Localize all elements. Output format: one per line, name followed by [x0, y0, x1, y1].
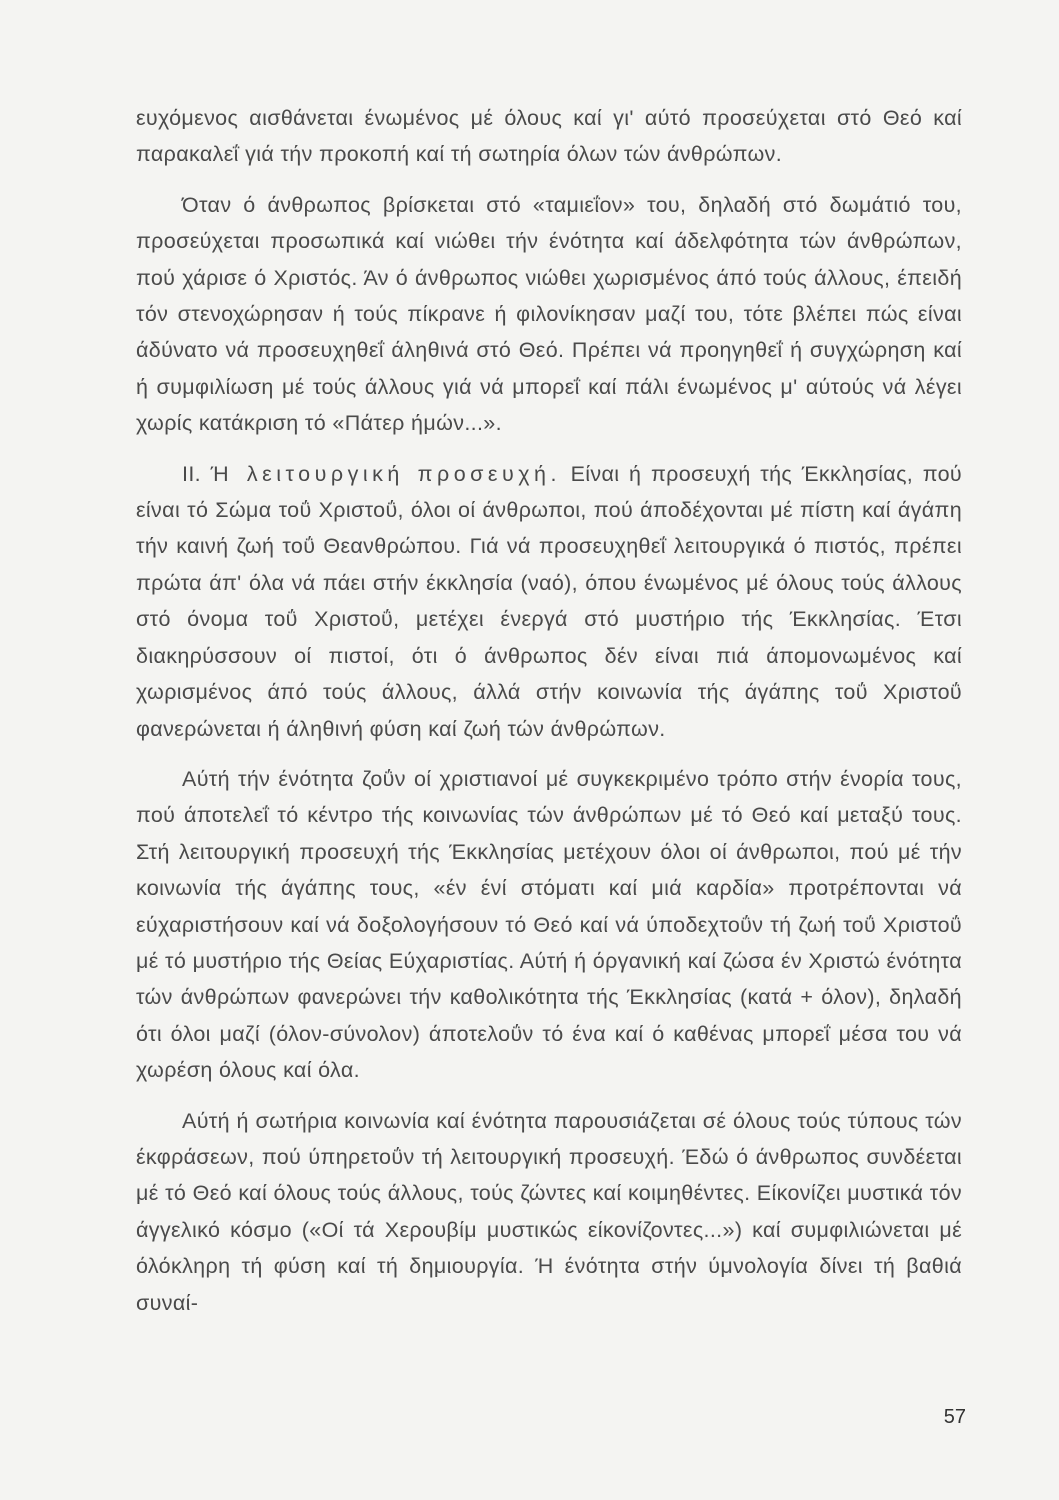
paragraph-5: Αύτή ή σωτήρια κοινωνία καί ένότητα παρουσιάζεται σέ όλους τούς τύπους τών έκφράσεων, πού ύπηρετοΰν τή λειτουργική προσευχή. Έδώ ό άνθρωπος συνδέεται μέ τό Θεό καί όλους τούς άλλους, τούς ζώντες καί κοιμηθέντες. Είκονίζει μυστικά τόν άγγελικό κόσμο («Οί τά Χερουβίμ μυστικώς είκονίζοντες...») καί συμφιλιώνεται μέ όλόκληρη τή φύση καί τή δημιουργία. Ή ένότητα στήν ύμνολογία δίνει τή βαθιά συναί-	[136, 1108, 962, 1315]
page-number: 57	[943, 1406, 966, 1428]
section-heading: Ή λειτουργική προσευχή.	[210, 461, 561, 486]
paragraph-3	[136, 456, 962, 747]
paragraph-1: ευχόμενος αισθάνεται ένωμένος μέ όλους καί γι' αύτό προσεύχεται στό Θεό καί παρακαλεΐ γιά τήν προκοπή καί τή σωτηρία όλων τών άνθρώπων.	[136, 106, 962, 167]
section-number: II.	[182, 461, 201, 486]
paragraph-2: Όταν ό άνθρωπος βρίσκεται στό «ταμιεΐον» του, δηλαδή στό δωμάτιό του, προσεύχεται προσωπικά καί νιώθει τήν ένότητα καί άδελφότητα τών άνθρώπων, πού χάρισε ό Χριστός. Άν ό άνθρωπος νιώθει χωρισμένος άπό τούς άλλους, έπειδή τόν στενοχώρησαν ή τούς πίκρανε ή φιλονίκησαν μαζί του, τότε βλέπει πώς είναι άδύνατο νά προσευχηθεΐ άληθινά στό Θεό. Πρέπει νά προηγηθεΐ ή συγχώρηση καί ή συμφιλίωση μέ τούς άλλους γιά νά μπορεΐ καί πάλι ένωμένος μ' αύτούς νά λέγει χωρίς κατάκριση τό «Πάτερ ήμών...».	[136, 192, 962, 436]
document-page	[136, 100, 962, 1335]
paragraph-3-body: Είναι ή προσευχή τής Έκκλησίας, πού είναι τό Σώμα τοΰ Χριστοΰ, όλοι οί άνθρωποι, πού άποδέχονται μέ πίστη καί άγάπη τήν καινή ζωή τοΰ Θεανθρώπου. Γιά νά προσευχηθεΐ λειτουργικά ό πιστός, πρέπει πρώτα άπ' όλα νά πάει στήν έκκλησία (ναό), όπου ένωμένος μέ όλους τούς άλλους στό όνομα τοΰ Χριστοΰ, μετέχει ένεργά στό μυστήριο τής Έκκλησίας. Έτσι διακηρύσσουν οί πιστοί, ότι ό άνθρωπος δέν είναι πιά άπομονωμένος καί χωρισμένος άπό τούς άλλους, άλλά στήν κοινωνία τής άγάπης τοΰ Χριστοΰ φανερώνεται ή άληθινή φύση καί ζωή τών άνθρώπων.	[136, 461, 963, 741]
paragraph-4: Αύτή τήν ένότητα ζοΰν οί χριστιανοί μέ συγκεκριμένο τρόπο στήν ένορία τους, πού άποτελεΐ τό κέντρο τής κοινωνίας τών άνθρώπων μέ τό Θεό καί μεταξύ τους. Στή λειτουργική προσευχή τής Έκκλησίας μετέχουν όλοι οί άνθρωποι, πού μέ τήν κοινωνία τής άγάπης τους, «έν ένί στόματι καί μιά καρδία» προτρέπονται νά εύχαριστήσουν καί νά δοξολογήσουν τό Θεό καί νά ύποδεχτοΰν τή ζωή τοΰ Χριστοΰ μέ τό μυστήριο τής Θείας Εύχαριστίας. Αύτή ή όργανική καί ζώσα έν Χριστώ ένότητα τών άνθρώπων φανερώνει τήν καθολικότητα τής Έκκλησίας (κατά + όλον), δηλαδή ότι όλοι μαζί (όλον-σύνολον) άποτελοΰν τό ένα καί ό καθένας μπορεΐ μέσα του νά χωρέση όλους καί όλα.	[136, 766, 962, 1083]
